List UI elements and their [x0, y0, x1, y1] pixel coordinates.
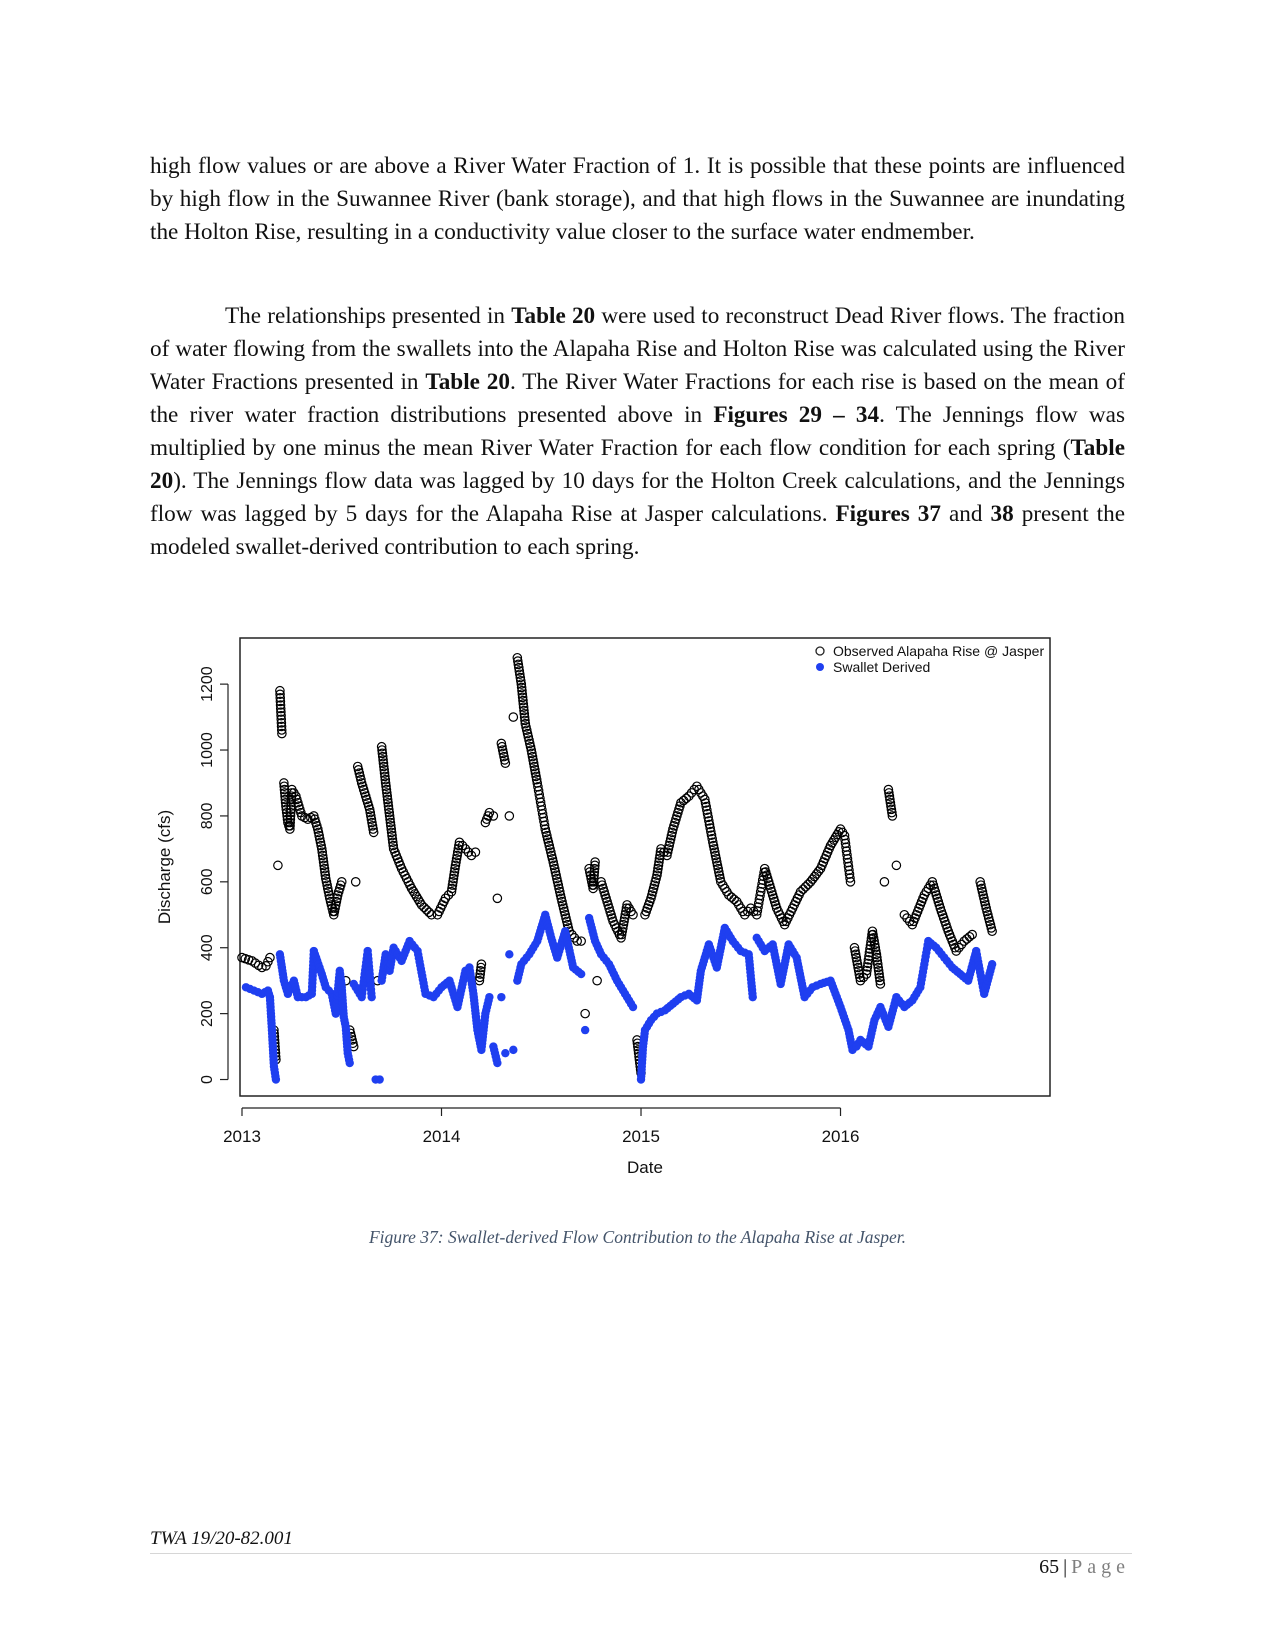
figure-37-ref: Figures 37: [835, 501, 941, 527]
figures-29-34-ref: Figures 29 – 34: [713, 402, 880, 428]
swallet-point: [485, 993, 493, 1001]
figure-caption: Figure 37: Swallet-derived Flow Contribution to the Alapaha Rise at Jasper.: [368, 1227, 907, 1247]
y-tick-label: 400: [199, 934, 217, 962]
paragraph-1: high flow values or are above a River Water Fraction of 1. It is possible that these points are influenced by high flow in the Suwannee River (bank storage), and that high flows in the Suwannee are inundating the Holton Rise, resulting in a conductivity value closer to the surface water endmember.: [150, 153, 1125, 245]
x-tick-label: 2016: [821, 1127, 860, 1146]
p2-text-2: were used to reconstruct Dead River flows. The fraction of water flowing from the swallets into the Alapaha Rise and Holton Rise was calculated using the River Water Fractions presented in: [150, 303, 1125, 395]
observed-point: [892, 861, 900, 869]
observed-point: [274, 861, 282, 869]
swallet-point: [577, 970, 585, 978]
observed-point: [593, 976, 601, 984]
x-tick-label: 2014: [422, 1127, 461, 1146]
legend-label-swallet: Swallet Derived: [833, 659, 931, 675]
swallet-point: [501, 1049, 509, 1057]
swallet-point: [272, 1075, 280, 1083]
chart-legend: [816, 643, 1044, 675]
swallet-point: [505, 950, 513, 958]
swallet-point: [581, 1026, 589, 1034]
page-footer: [1039, 1556, 1130, 1579]
observed-point: [505, 812, 513, 820]
swallet-point: [749, 993, 757, 1001]
discharge-scatter-chart: [140, 620, 1100, 1180]
y-tick-label: 600: [199, 868, 217, 896]
swallet-point: [988, 960, 996, 968]
observed-point: [799, 885, 807, 893]
table-20-ref: Table 20: [425, 369, 510, 395]
observed-point: [968, 930, 976, 938]
page-number: 65: [1039, 1556, 1060, 1578]
table-20-ref: Table 20: [511, 303, 596, 329]
observed-point: [422, 906, 430, 914]
p2-text-1: The relationships presented in: [225, 303, 512, 329]
x-axis: [223, 1108, 859, 1146]
table-20-ref: Table 20: [150, 435, 1125, 494]
page-label: Page: [1071, 1556, 1130, 1578]
observed-point: [801, 883, 809, 891]
legend-label-observed: Observed Alapaha Rise @ Jasper: [833, 643, 1045, 659]
observed-point: [730, 895, 738, 903]
observed-point: [963, 935, 971, 943]
page-separator: |: [1063, 1556, 1068, 1578]
y-tick-label: 200: [199, 1000, 217, 1027]
swallet-point: [629, 1003, 637, 1011]
observed-point: [581, 1009, 589, 1017]
legend-marker-swallet: [816, 663, 824, 671]
paragraph-2: [150, 300, 1125, 564]
p2-text-5: ). The Jennings flow data was lagged by 10 days for the Holton Creek calculations, and the Jennings flow was lagged by 5 days for the Alapaha Rise at Jasper calculations.: [150, 468, 1125, 527]
observed-point: [425, 908, 433, 916]
observed-point: [509, 713, 517, 721]
legend-marker-observed: [816, 647, 824, 655]
series-swallet-derived: [242, 911, 997, 1084]
observed-point: [727, 893, 735, 901]
x-tick-label: 2015: [622, 1127, 660, 1146]
observed-point: [804, 880, 812, 888]
swallet-point: [493, 1059, 501, 1067]
observed-point: [493, 894, 501, 902]
x-tick-label: 2013: [223, 1127, 261, 1146]
y-axis-label: Discharge (cfs): [155, 809, 174, 925]
y-tick-label: 1000: [199, 732, 217, 768]
p2-text-3: . The River Water Fractions for each rise is based on the mean of the river water fraction distributions presented above in: [150, 369, 1125, 428]
observed-point: [682, 794, 690, 802]
figure-38-ref: 38: [990, 501, 1014, 527]
y-tick-label: 1200: [199, 666, 217, 702]
swallet-point: [509, 1046, 517, 1054]
footer-divider: [150, 1553, 1132, 1554]
p2-text-7: present the modeled swallet-derived contribution to each spring.: [150, 501, 1125, 560]
x-axis-label: Date: [627, 1158, 663, 1177]
document-id: TWA 19/20-82.001: [150, 1528, 293, 1549]
y-tick-label: 0: [199, 1075, 217, 1084]
swallet-point: [367, 993, 375, 1001]
swallet-point: [346, 1059, 354, 1067]
p2-text-4: . The Jennings flow was multiplied by one minus the mean River Water Fraction for each flow condition for each spring (: [150, 402, 1125, 461]
swallet-point: [497, 993, 505, 1001]
observed-point: [352, 878, 360, 886]
y-tick-label: 800: [199, 802, 217, 830]
swallet-point: [375, 1075, 383, 1083]
y-axis: [199, 666, 228, 1084]
observed-point: [965, 933, 973, 941]
observed-point: [880, 878, 888, 886]
p2-text-6: and: [941, 501, 991, 527]
